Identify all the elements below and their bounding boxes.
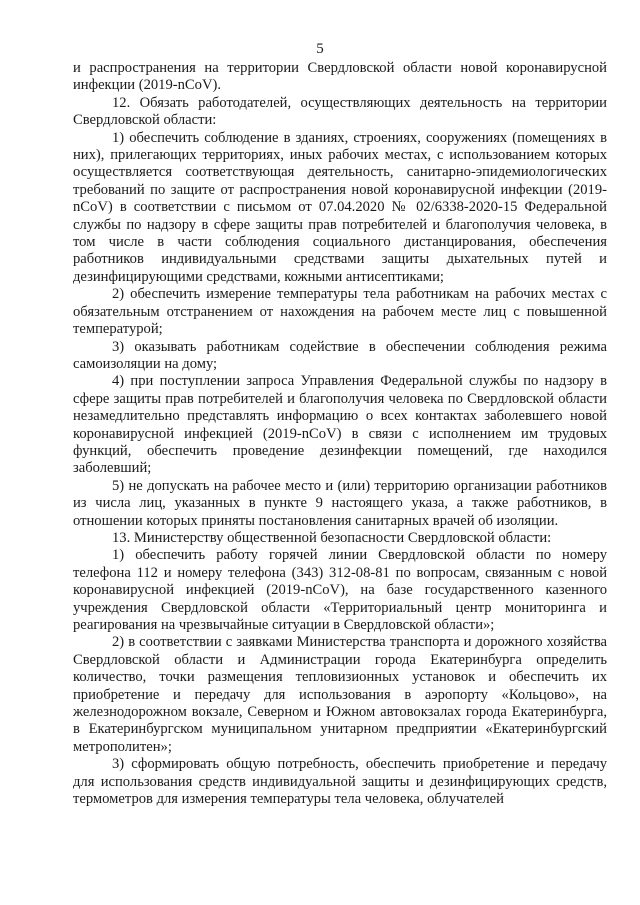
paragraph: 1) обеспечить работу горячей линии Свердловской области по номеру телефона 112 и номеру телефона (343) 312-08-81 по вопросам, связанным с новой коронавирусной инфекцией (2019-nCoV), на базе государственного казенного учреждения Свердловской области «Территориальный центр мониторинга и реагирования на чрезвычайные ситуации в Свердловской области»; xyxy=(73,547,607,633)
paragraph: 1) обеспечить соблюдение в зданиях, строениях, сооружениях (помещениях в них), прилегающих территориях, иных рабочих местах, с использованием которых осуществляется соответствующая деятельность, санитарно-эпидемиологических требований по защите от распространения новой коронавирусной инфекции (2019-nCoV) в соответствии с письмом от 07.04.2020 № 02/6338-2020-15 Федеральной службы по надзору в сфере защиты прав потребителей и благополучия человека, в том числе в части соблюдения социального дистанцирования, обеспечения работников индивидуальными средствами защиты дыхательных путей и дезинфицирующими средствами, кожными антисептиками; xyxy=(73,129,607,285)
document-body xyxy=(73,60,607,808)
paragraph: 2) обеспечить измерение температуры тела работникам на рабочих местах с обязательным отстранением от нахождения на рабочем месте лиц с повышенной температурой; xyxy=(73,286,607,338)
paragraph: 12. Обязать работодателей, осуществляющих деятельность на территории Свердловской области: xyxy=(73,94,607,129)
paragraph: 5) не допускать на рабочее место и (или) территорию организации работников из числа лиц, указанных в пункте 9 настоящего указа, а также работников, в отношении которых приняты постановления санитарных врачей об изоляции. xyxy=(73,477,607,529)
page-number: 5 xyxy=(316,41,324,57)
paragraph: 13. Министерству общественной безопасности Свердловской области: xyxy=(112,529,552,546)
paragraph: 4) при поступлении запроса Управления Федеральной службы по надзору в сфере защиты прав потребителей и благополучия человека по Свердловской области незамедлительно представлять информацию о всех контактах заболевшего новой коронавирусной инфекцией (2019-nCoV) в связи с исполнением им трудовых функций, обеспечить проведение дезинфекции помещений, где находился заболевший; xyxy=(73,373,607,477)
paragraph: и распространения на территории Свердловской области новой коронавирусной инфекции (2019-nCoV). xyxy=(73,60,607,94)
paragraph: 2) в соответствии с заявками Министерства транспорта и дорожного хозяйства Свердловской области и Администрации города Екатеринбурга определить количество, точки размещения тепловизионных установок и обеспечить их приобретение и передачу для использования в аэропорту «Кольцово», на железнодорожном вокзале, Северном и Южном автовокзалах города Екатеринбурга, в Екатеринбургском муниципальном унитарном предприятии «Екатеринбургский метрополитен»; xyxy=(73,634,607,755)
paragraph: 3) оказывать работникам содействие в обеспечении соблюдения режима самоизоляции на дому; xyxy=(73,338,607,372)
paragraph: 3) сформировать общую потребность, обеспечить приобретение и передачу для использования средств индивидуальной защиты и дезинфицирующих средств, термометров для измерения температуры тела человека, облучателей xyxy=(73,756,607,808)
